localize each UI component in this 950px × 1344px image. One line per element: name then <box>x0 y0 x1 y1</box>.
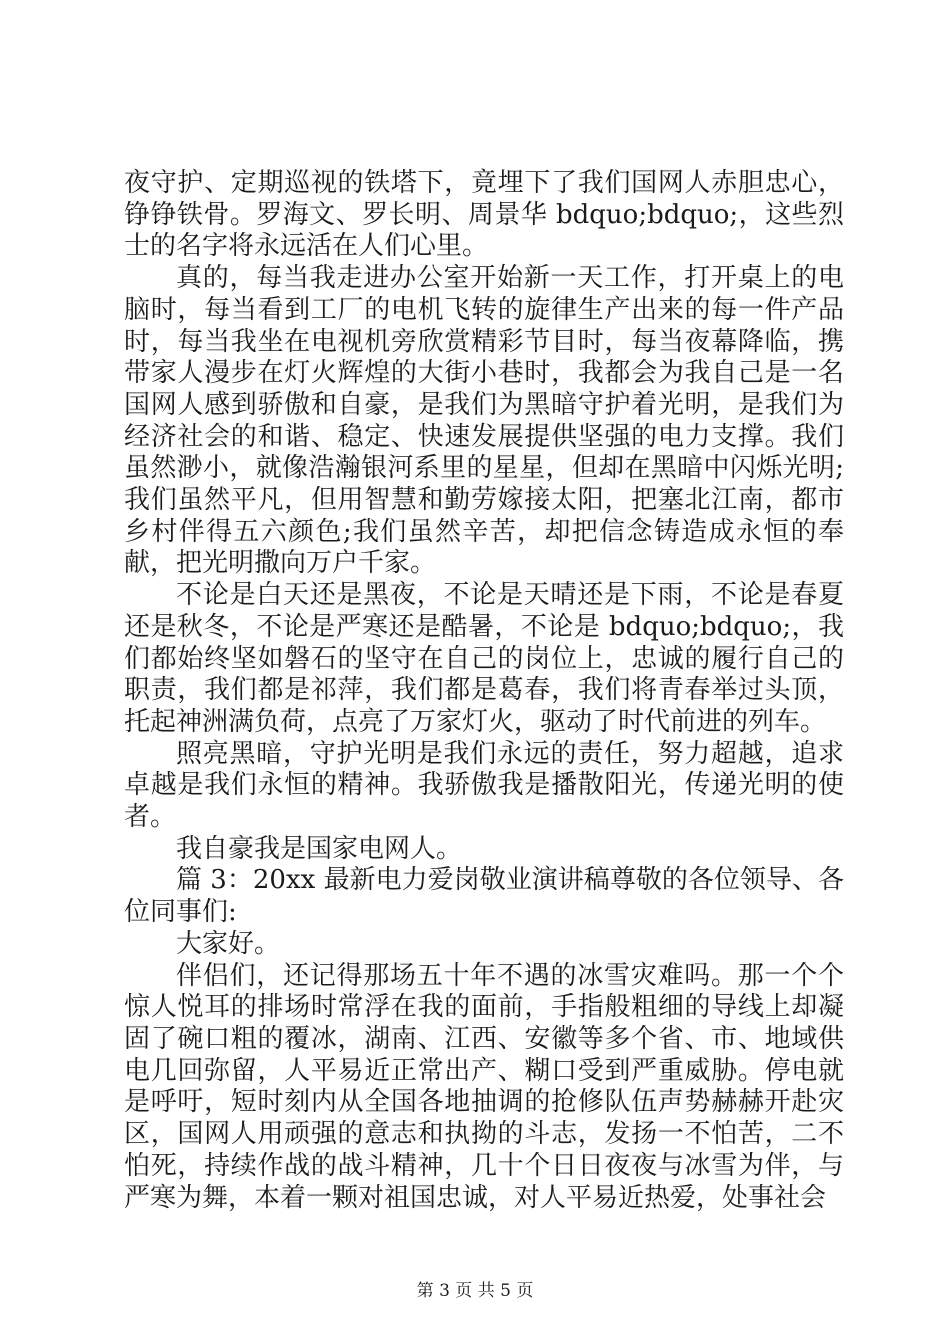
paragraph-ice-disaster: 伴侣们，还记得那场五十年不遇的冰雪灾难吗。那一个个惊人悦耳的排场时常浮在我的面前，手指般粗细的导线上却凝固了碗口粗的覆冰，湖南、江西、安徽等多个省、市、地域供电几回弥留，人平易近正常出产、糊口受到严重威胁。停电就是呼吁，短时刻内从全国各地抽调的抢修队伍声势赫赫开赴灾区，国网人用顽强的意志和执拗的斗志，发扬一不怕苦，二不怕死，持续作战的战斗精神，几十个日日夜夜与冰雪为伴，与严寒为舞，本着一颗对祖国忠诚，对人平易近热爱，处事社会 <box>124 960 844 1213</box>
paragraph-continuation: 夜守护、定期巡视的铁塔下，竟埋下了我们国网人赤胆忠心，铮铮铁骨。罗海文、罗长明、周景华 bdquo;bdquo;，这些烈士的名字将永远活在人们心里。 <box>124 168 844 262</box>
paragraph-proud: 我自豪我是国家电网人。 <box>176 833 463 864</box>
document-body <box>124 168 844 1214</box>
paragraph-greeting: 大家好。 <box>176 928 281 959</box>
paragraph-light-darkness: 照亮黑暗，守护光明是我们永远的责任，努力超越，追求卓越是我们永恒的精神。我骄傲我是播散阳光，传递光明的使者。 <box>124 738 844 833</box>
section-heading-part3: 篇 3：20xx 最新电力爱岗敬业演讲稿尊敬的各位领导、各位同事们: <box>124 865 844 928</box>
paragraph-office: 真的，每当我走进办公室开始新一天工作，打开桌上的电脑时，每当看到工厂的电机飞转的旋律生产出来的每一件产品时，每当我坐在电视机旁欣赏精彩节目时，每当夜幕降临，携带家人漫步在灯火辉煌的大街小巷时，我都会为我自己是一名国网人感到骄傲和自豪，是我们为黑暗守护着光明，是我们为经济社会的和谐、稳定、快速发展提供坚强的电力支撑。我们虽然渺小，就像浩瀚银河系里的星星，但却在黑暗中闪烁光明;我们虽然平凡，但用智慧和勤劳嫁接太阳，把塞北江南，都市乡村伴得五六颜色;我们虽然辛苦，却把信念铸造成永恒的奉献，把光明撒向万户千家。 <box>124 263 844 579</box>
page-number-footer: 第 3 页 共 5 页 <box>416 1281 534 1301</box>
paragraph-day-night: 不论是白天还是黑夜，不论是天晴还是下雨，不论是春夏还是秋冬，不论是严寒还是酷暑，不论是 bdquo;bdquo;，我们都始终坚如磐石的坚守在自己的岗位上，忠诚的履行自己的职责，我们都是祁萍，我们都是葛春，我们将青春举过头顶，托起神洲满负荷，点亮了万家灯火，驱动了时代前进的列车。 <box>124 580 844 737</box>
